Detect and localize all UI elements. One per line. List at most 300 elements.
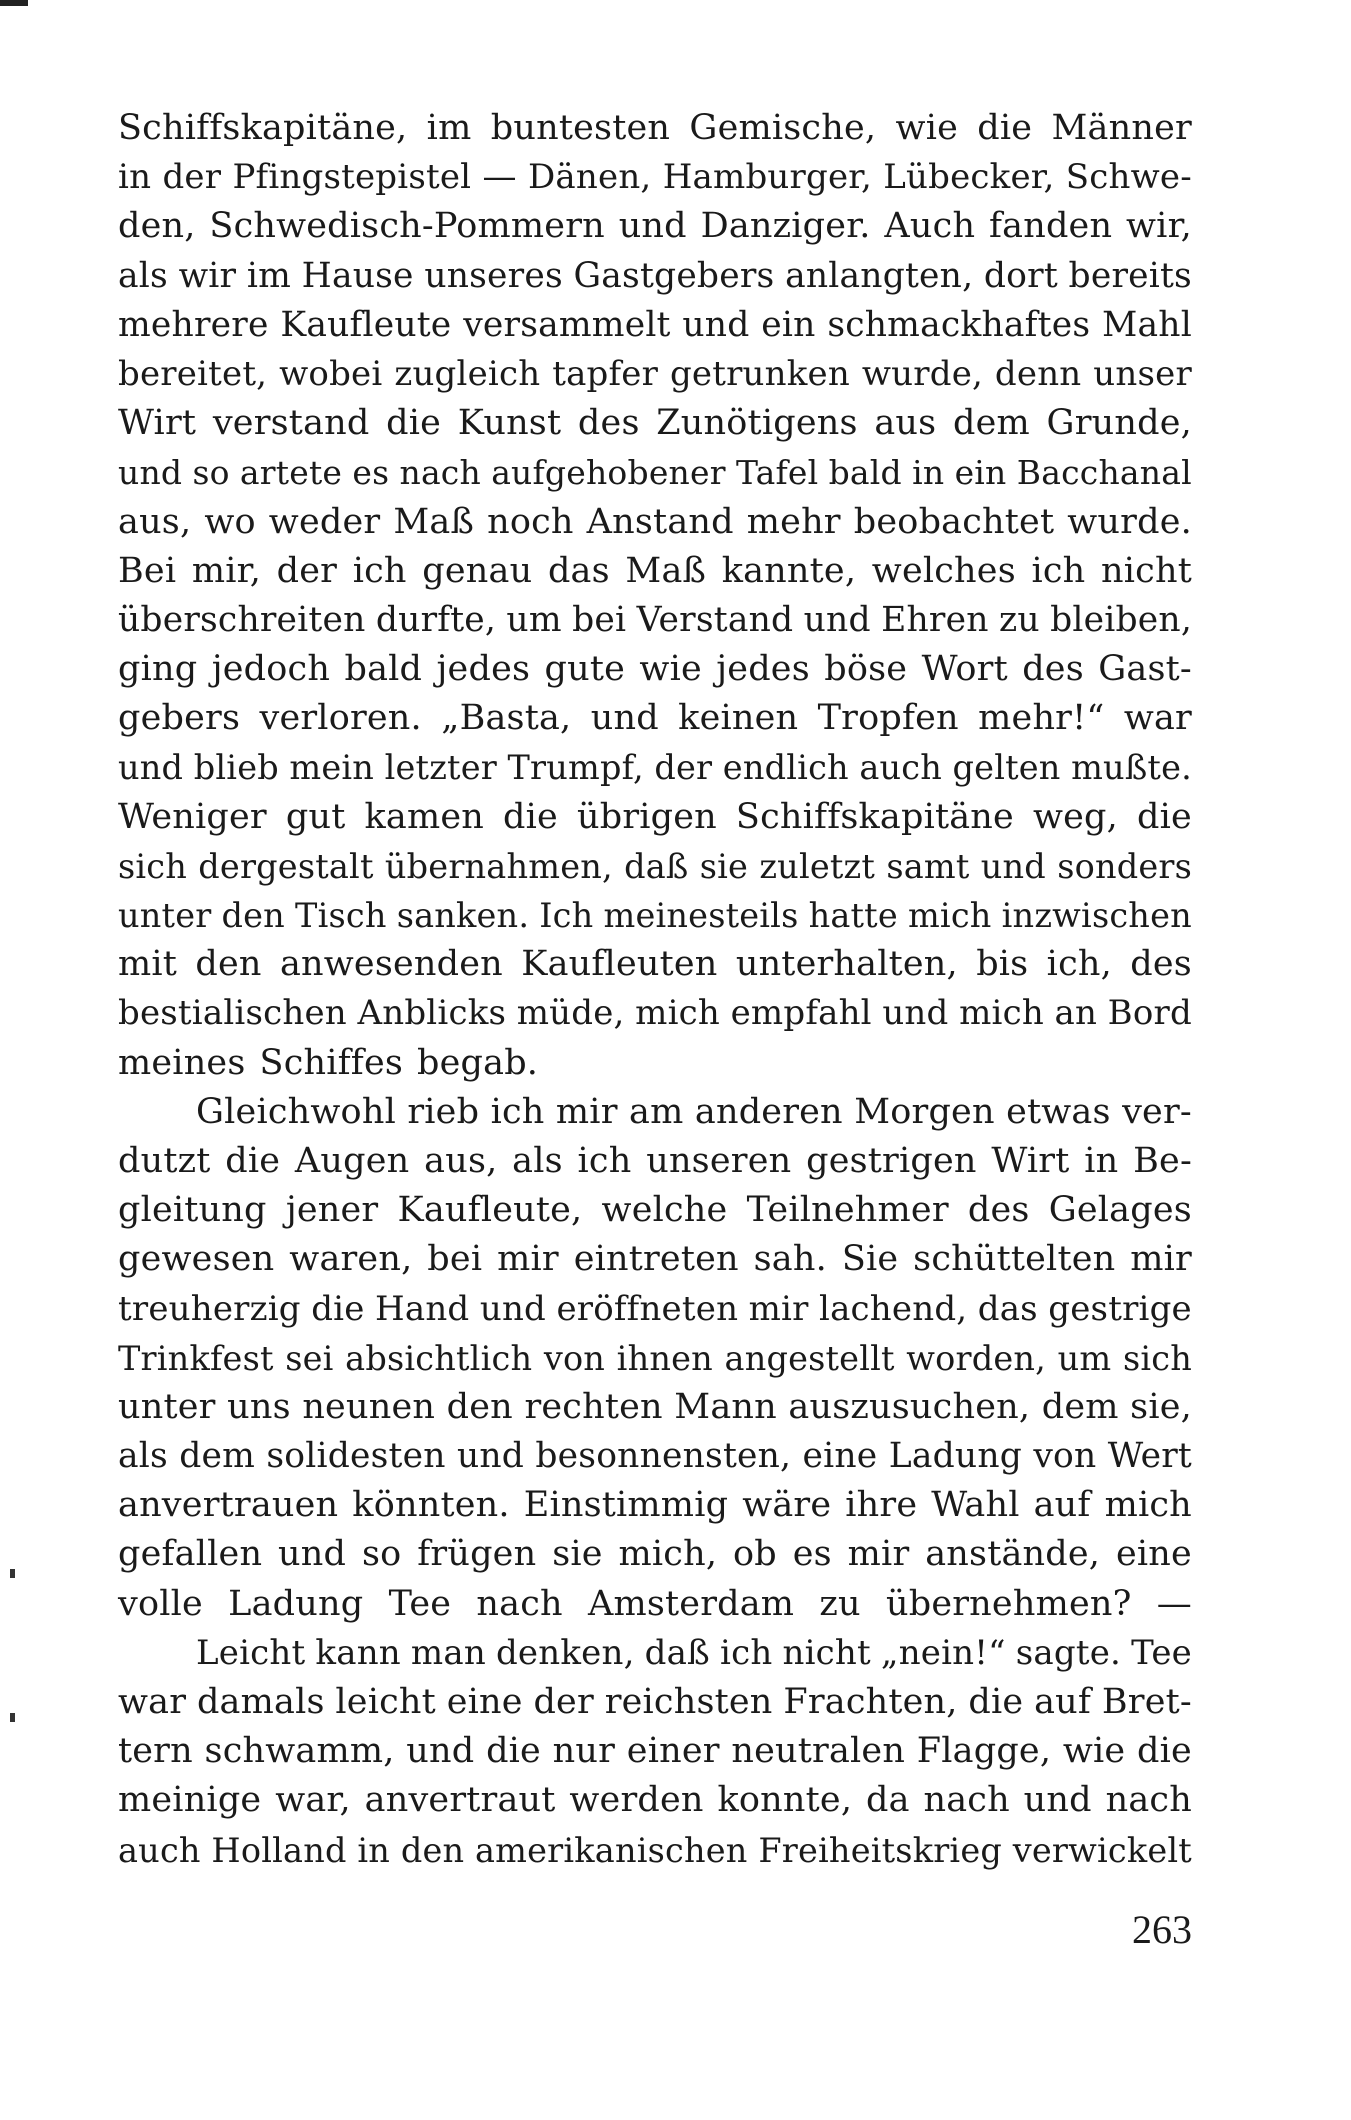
word: die — [311, 1288, 365, 1329]
word: treuherzig — [118, 1288, 301, 1329]
word: als — [118, 1436, 168, 1477]
word: Gelages — [1048, 1190, 1192, 1231]
word: dem — [952, 403, 1030, 444]
word: ging — [118, 649, 198, 690]
word: anlangten, — [785, 255, 974, 296]
word: Tisch — [295, 896, 387, 935]
word: es — [792, 1534, 832, 1575]
word: Schiffes — [259, 1042, 404, 1083]
word: sei — [285, 1338, 334, 1378]
word: Maß — [393, 501, 475, 542]
text-line — [118, 498, 1192, 547]
text-line — [118, 1481, 1192, 1530]
word: auf — [1034, 1682, 1092, 1722]
word: Amsterdam — [587, 1583, 795, 1624]
word: versammelt — [463, 304, 671, 345]
word: die — [386, 403, 442, 444]
word: des — [967, 1190, 1030, 1231]
word: zu — [819, 1583, 861, 1624]
text-line — [118, 743, 1192, 792]
word: Gast- — [1098, 649, 1192, 690]
word: sah. — [753, 1239, 827, 1280]
word: sich — [118, 846, 188, 886]
word: bei — [427, 1239, 483, 1280]
word: schüttelten — [913, 1239, 1116, 1280]
word: kamen — [364, 796, 485, 837]
word: nicht — [782, 1632, 871, 1673]
word: Ich — [539, 896, 594, 935]
word: empfahl — [730, 993, 872, 1034]
word: unseren — [646, 1140, 792, 1181]
word: besonnensten, — [535, 1436, 792, 1477]
word: Wirt — [118, 403, 197, 444]
word: mit — [118, 944, 178, 985]
word: Schiffskapitäne — [735, 796, 1014, 837]
word: Sie — [841, 1239, 899, 1280]
word: mir — [555, 1091, 618, 1132]
paragraph — [118, 1629, 1192, 1875]
word: Lübecker, — [883, 157, 1055, 198]
word: Trinkfest — [118, 1338, 274, 1378]
page-number: 263 — [1132, 1907, 1192, 1952]
word: und — [406, 1731, 475, 1772]
word: eröffneten — [556, 1288, 739, 1329]
text-line — [118, 1727, 1192, 1776]
word: der — [276, 550, 338, 591]
word: die — [1137, 796, 1192, 837]
word: endlich — [722, 748, 849, 788]
word: überschreiten — [118, 599, 366, 640]
word: gut — [285, 796, 346, 837]
word: Gleichwohl — [196, 1091, 396, 1132]
word: da — [865, 1780, 910, 1821]
word: nur — [552, 1731, 616, 1772]
word: — — [1156, 1583, 1192, 1624]
word: ich — [352, 550, 407, 591]
word: beobachtet — [853, 501, 1055, 542]
word: Wirt — [991, 1140, 1070, 1181]
text-line — [118, 940, 1192, 989]
text-line — [118, 1137, 1192, 1186]
text-line — [118, 793, 1192, 842]
text-line — [118, 596, 1192, 645]
word: eine — [1115, 1534, 1192, 1575]
word: bleiben, — [1050, 599, 1192, 640]
word: anwesenden — [279, 944, 503, 985]
word: wäre — [742, 1485, 832, 1526]
word: und — [980, 846, 1046, 886]
word: blieb — [193, 748, 279, 788]
word: im — [246, 255, 292, 296]
word: anvertraut — [364, 1780, 556, 1821]
word: Ehren — [881, 599, 989, 640]
word: unser — [1093, 353, 1192, 394]
word: tapfer — [552, 353, 659, 394]
text-line — [118, 1383, 1192, 1432]
word: gestrigen — [806, 1140, 977, 1181]
word: keinen — [678, 698, 799, 739]
word: frügen — [417, 1534, 537, 1575]
word: Einstimmig — [523, 1485, 729, 1526]
word: es — [352, 453, 390, 493]
word: ein — [954, 453, 1007, 493]
text-line — [118, 1186, 1192, 1235]
word: mich — [959, 993, 1044, 1034]
word: wurde, — [861, 353, 984, 394]
word: Morgen — [854, 1091, 995, 1132]
word: dort — [983, 255, 1058, 296]
word: die — [503, 796, 558, 837]
word: mich, — [618, 1534, 718, 1575]
word: verstand — [212, 403, 370, 444]
word: ich — [577, 1140, 632, 1181]
word: bestialischen — [118, 993, 347, 1034]
word: nicht — [1101, 550, 1192, 591]
word: der — [162, 157, 222, 198]
word: uns — [227, 1386, 291, 1427]
word: worden, — [906, 1338, 1047, 1378]
word: daß — [644, 1632, 710, 1673]
text-line — [118, 1039, 1192, 1088]
word: so — [192, 453, 230, 493]
word: bei — [572, 599, 627, 640]
word: volle — [118, 1583, 203, 1624]
word: Hamburger, — [662, 157, 872, 198]
word: müde, — [516, 993, 625, 1034]
paragraph — [118, 104, 1192, 1088]
word: Tropfen — [817, 698, 959, 739]
word: die — [968, 1682, 1024, 1722]
word: Grunde, — [1046, 403, 1192, 444]
word: an — [1054, 993, 1098, 1034]
text-line — [118, 1678, 1192, 1727]
word: übernahmen, — [384, 846, 613, 886]
word: genau — [422, 550, 533, 591]
word: aus — [874, 403, 937, 444]
word: und — [882, 993, 949, 1034]
word: wie — [639, 649, 702, 690]
word: Tee — [388, 1583, 452, 1624]
word: die — [1137, 1731, 1192, 1772]
word: Verstand — [636, 599, 794, 640]
word: mußte. — [1071, 748, 1192, 788]
text-line — [118, 252, 1192, 301]
scan-corner-mark — [0, 0, 28, 6]
word: ich — [720, 1632, 773, 1673]
word: Freiheitskrieg — [758, 1830, 1002, 1870]
word: einer — [626, 1731, 720, 1772]
word: Trumpf, — [507, 748, 644, 788]
word: etwas — [1006, 1091, 1111, 1132]
word: Bord — [1107, 993, 1192, 1034]
word: ihre — [845, 1485, 918, 1526]
word: wir — [178, 255, 237, 296]
word: jedes — [436, 649, 531, 690]
word: gefallen — [118, 1534, 263, 1575]
text-line — [118, 1826, 1192, 1875]
word: noch — [487, 501, 574, 542]
word: jener — [285, 1190, 379, 1231]
word: dutzt — [118, 1140, 211, 1181]
word: in — [1084, 1140, 1119, 1181]
word: bis — [976, 944, 1029, 985]
word: ich — [490, 1091, 545, 1132]
word: Auch — [884, 206, 976, 247]
word: wobei — [279, 353, 383, 394]
word: bald — [344, 649, 423, 690]
word: dem — [179, 1436, 256, 1477]
text-line — [118, 1530, 1192, 1579]
word: Tee — [1131, 1632, 1192, 1673]
word: dem — [1041, 1386, 1119, 1427]
text-line — [118, 104, 1192, 153]
word: um — [1057, 1338, 1112, 1378]
word: samt — [886, 846, 970, 886]
word: wir, — [1126, 206, 1192, 247]
word: durfte, — [375, 599, 497, 640]
word: Danziger. — [700, 206, 871, 247]
word: schwamm, — [204, 1731, 395, 1772]
word: Ladung — [888, 1436, 1023, 1477]
word: Schwe- — [1065, 157, 1192, 198]
word: mir — [748, 1288, 809, 1329]
word: und — [618, 206, 687, 247]
word: wie — [895, 108, 958, 148]
word: mich — [1104, 1485, 1192, 1526]
word: auch — [118, 1830, 201, 1870]
word: am — [629, 1091, 684, 1132]
word: sie, — [1130, 1386, 1192, 1427]
word: neutralen — [731, 1731, 906, 1772]
body-text — [118, 104, 1192, 1875]
word: das — [977, 1288, 1038, 1329]
text-line — [118, 202, 1192, 251]
word: „Basta, — [441, 698, 572, 739]
text-line — [118, 399, 1192, 448]
word: neunen — [302, 1386, 436, 1427]
word: konnte, — [717, 1780, 853, 1821]
word: den — [446, 1386, 513, 1427]
word: böse — [824, 649, 908, 690]
word: Anblicks — [357, 993, 507, 1034]
word: — — [482, 157, 517, 198]
word: mehr — [746, 501, 841, 542]
word: gelten — [952, 748, 1061, 788]
word: Gemische, — [689, 108, 877, 148]
word: jedoch — [211, 649, 331, 690]
word: Wahl — [931, 1485, 1020, 1526]
word: nach — [923, 1780, 1010, 1821]
word: absichtlich — [345, 1338, 533, 1378]
word: Be- — [1133, 1140, 1192, 1181]
word: begab. — [417, 1042, 539, 1083]
word: Teilnehmer — [746, 1190, 949, 1231]
word: mir — [497, 1239, 559, 1280]
word: und — [590, 698, 659, 739]
word: Kunst — [457, 403, 562, 444]
word: und — [479, 1288, 547, 1329]
word: getrunken — [669, 353, 850, 394]
word: in — [118, 157, 152, 198]
word: Dänen, — [527, 157, 652, 198]
word: zu — [999, 599, 1040, 640]
word: eine — [802, 1436, 878, 1477]
word: kannte, — [721, 550, 857, 591]
word: als — [118, 255, 168, 296]
word: anvertrauen — [118, 1485, 339, 1526]
word: bald — [828, 453, 902, 493]
word: Tafel — [735, 453, 819, 493]
word: Ladung — [228, 1583, 364, 1624]
word: angestellt — [724, 1338, 895, 1378]
word: hatte — [808, 896, 898, 935]
word: und — [803, 599, 871, 640]
word: denn — [994, 353, 1082, 394]
word: verloren. — [259, 698, 422, 739]
word: damals — [196, 1682, 325, 1722]
word: waren, — [289, 1239, 413, 1280]
word: rieb — [407, 1091, 480, 1132]
word: Hand — [375, 1288, 470, 1329]
word: lachend, — [819, 1288, 968, 1329]
word: unseres — [424, 255, 563, 296]
word: in — [357, 1830, 391, 1870]
word: die — [977, 108, 1033, 148]
text-line — [118, 1776, 1192, 1825]
word: übernehmen? — [885, 1583, 1132, 1624]
word: auch — [859, 748, 943, 788]
word: und — [682, 304, 750, 345]
word: Pfingstepistel — [232, 157, 472, 198]
word: sanken. — [396, 896, 530, 935]
word: Männer — [1051, 108, 1192, 148]
word: sonders — [1057, 846, 1192, 886]
word: im — [426, 108, 472, 148]
word: bereitet, — [118, 353, 268, 394]
word: wo — [204, 501, 256, 542]
word: mich — [635, 993, 721, 1034]
word: welche — [601, 1190, 728, 1231]
word: fanden — [988, 206, 1113, 247]
text-line — [118, 1235, 1192, 1284]
word: Bei — [118, 550, 177, 591]
word: meines — [118, 1042, 246, 1083]
word: mich — [907, 896, 992, 935]
word: eine — [446, 1682, 523, 1722]
word: war, — [275, 1780, 351, 1821]
word: der — [533, 1682, 594, 1722]
word: daß — [624, 846, 689, 886]
word: amerikanischen — [475, 1830, 748, 1870]
word: unter — [118, 1386, 216, 1427]
word: von — [543, 1338, 606, 1378]
word: solidesten — [266, 1436, 446, 1477]
word: meinige — [118, 1780, 262, 1821]
word: nach — [399, 453, 481, 493]
word: ich — [1031, 550, 1086, 591]
word: Leicht — [196, 1632, 306, 1673]
word: rechten — [524, 1386, 663, 1427]
text-line — [118, 1580, 1192, 1629]
word: so — [361, 1534, 402, 1575]
word: auf — [1033, 1485, 1091, 1526]
word: Bret- — [1101, 1682, 1192, 1722]
word: und — [118, 453, 183, 493]
word: Mann — [674, 1386, 777, 1427]
word: jedes — [716, 649, 810, 690]
word: ob — [733, 1534, 777, 1575]
word: Bacchanal — [1016, 453, 1192, 493]
word: des — [1022, 649, 1084, 690]
word: Schwedisch-Pommern — [209, 206, 605, 247]
word: sagte. — [1015, 1632, 1122, 1673]
word: kann — [315, 1632, 401, 1673]
word: gleitung — [118, 1190, 267, 1231]
word: Gastgebers — [573, 255, 775, 296]
word: gebers — [118, 698, 241, 739]
word: den — [400, 1830, 465, 1870]
word: dergestalt — [198, 846, 374, 886]
word: bereits — [1068, 255, 1192, 296]
word: verwickelt — [1012, 1830, 1192, 1870]
word: Kaufleute — [280, 304, 452, 345]
word: unter — [118, 896, 212, 935]
word: reichsten — [604, 1682, 773, 1722]
word: den — [221, 896, 285, 935]
word: unterhalten, — [735, 944, 958, 985]
word: um — [506, 599, 562, 640]
word: war — [118, 1682, 187, 1722]
word: mir — [1130, 1239, 1192, 1280]
word: Mahl — [1102, 304, 1192, 345]
word: mehr!“ — [978, 698, 1105, 739]
word: meinesteils — [603, 896, 799, 935]
word: Wort — [921, 649, 1008, 690]
word: weder — [268, 501, 381, 542]
word: Augen — [294, 1140, 410, 1181]
word: auszusuchen, — [788, 1386, 1031, 1427]
word: weg, — [1032, 796, 1118, 837]
text-line — [118, 547, 1192, 596]
word: und — [278, 1534, 347, 1575]
word: das — [547, 550, 610, 591]
word: tern — [118, 1731, 193, 1772]
paragraph — [118, 1088, 1192, 1629]
word: die — [225, 1140, 281, 1181]
text-line — [118, 842, 1192, 891]
margin-mark — [10, 1569, 15, 1578]
word: gewesen — [118, 1239, 275, 1280]
text-line — [118, 694, 1192, 743]
text-line — [118, 1629, 1192, 1678]
word: des — [1130, 944, 1192, 985]
word: zuletzt — [759, 846, 876, 886]
word: Kaufleuten — [521, 944, 718, 985]
word: gute — [544, 649, 626, 690]
text-line — [118, 1088, 1192, 1137]
word: sie — [552, 1534, 603, 1575]
word: als — [512, 1140, 563, 1181]
word: anderen — [694, 1091, 843, 1132]
word: aus, — [118, 501, 192, 542]
word: gestrige — [1048, 1288, 1192, 1329]
word: mein — [289, 748, 375, 788]
word: sich — [1122, 1338, 1192, 1378]
word: den — [195, 944, 262, 985]
word: aus, — [424, 1140, 498, 1181]
text-line — [118, 645, 1192, 694]
word: Hause — [301, 255, 414, 296]
